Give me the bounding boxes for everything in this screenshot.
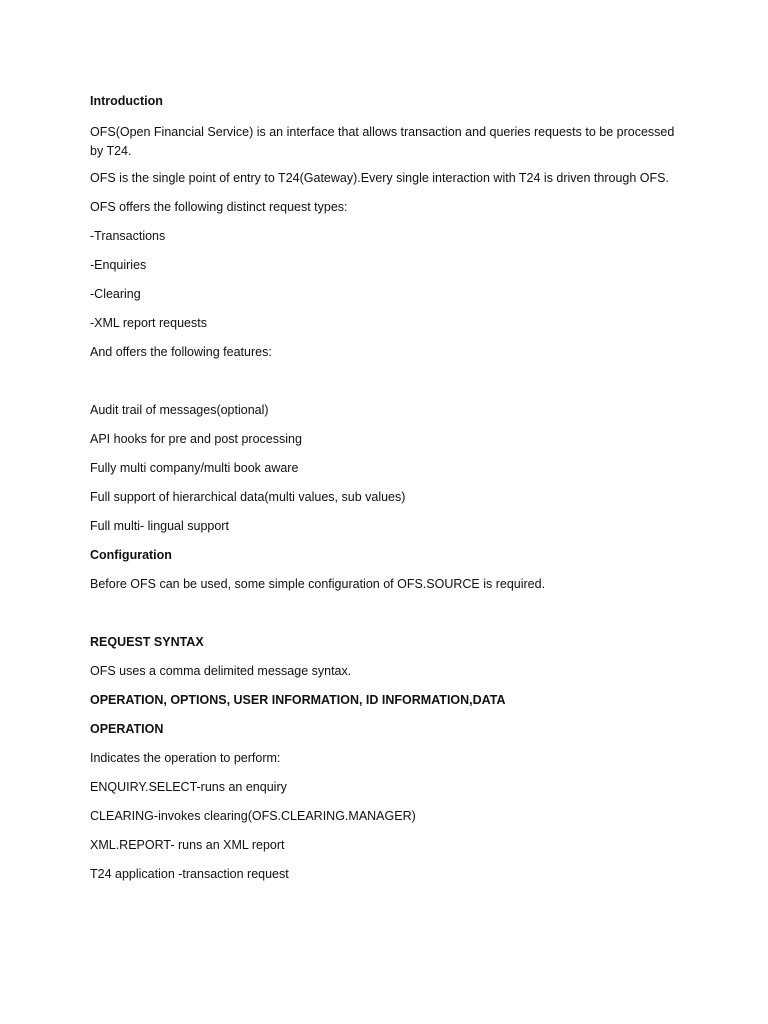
heading-configuration: Configuration <box>90 548 172 562</box>
list-item-feature: Fully multi company/multi book aware <box>90 461 299 475</box>
list-item-operation: ENQUIRY.SELECT-runs an enquiry <box>90 780 287 794</box>
document-body <box>90 94 680 896</box>
list-item-request-type: -XML report requests <box>90 316 207 330</box>
heading-introduction: Introduction <box>90 94 163 108</box>
list-item-operation: CLEARING-invokes clearing(OFS.CLEARING.MANAGER) <box>90 809 416 823</box>
paragraph-syntax-description: OFS uses a comma delimited message syntax. <box>90 664 352 678</box>
paragraph-request-types-intro: OFS offers the following distinct request types: <box>90 200 348 214</box>
list-item-operation: XML.REPORT- runs an XML report <box>90 838 285 852</box>
blank-line <box>90 606 680 635</box>
paragraph-operation-intro: Indicates the operation to perform: <box>90 751 281 765</box>
list-item-feature: Full support of hierarchical data(multi values, sub values) <box>90 490 406 504</box>
list-item-feature: Full multi- lingual support <box>90 519 229 533</box>
blank-line <box>90 374 680 403</box>
list-item-request-type: -Clearing <box>90 287 141 301</box>
list-item-feature: Audit trail of messages(optional) <box>90 403 269 417</box>
list-item-operation: T24 application -transaction request <box>90 867 289 881</box>
list-item-request-type: -Transactions <box>90 229 166 243</box>
paragraph-configuration: Before OFS can be used, some simple configuration of OFS.SOURCE is required. <box>90 577 546 591</box>
heading-operation: OPERATION <box>90 722 164 736</box>
paragraph-ofs-definition: OFS(Open Financial Service) is an interface that allows transaction and queries requests to be processed by T24. <box>90 125 675 158</box>
list-item-request-type: -Enquiries <box>90 258 147 272</box>
syntax-format-line: OPERATION, OPTIONS, USER INFORMATION, ID INFORMATION,DATA <box>90 693 506 707</box>
heading-request-syntax: REQUEST SYNTAX <box>90 635 204 649</box>
list-item-feature: API hooks for pre and post processing <box>90 432 302 446</box>
paragraph-single-entry: OFS is the single point of entry to T24(Gateway).Every single interaction with T24 is driven through OFS. <box>90 171 669 185</box>
paragraph-features-intro: And offers the following features: <box>90 345 272 359</box>
